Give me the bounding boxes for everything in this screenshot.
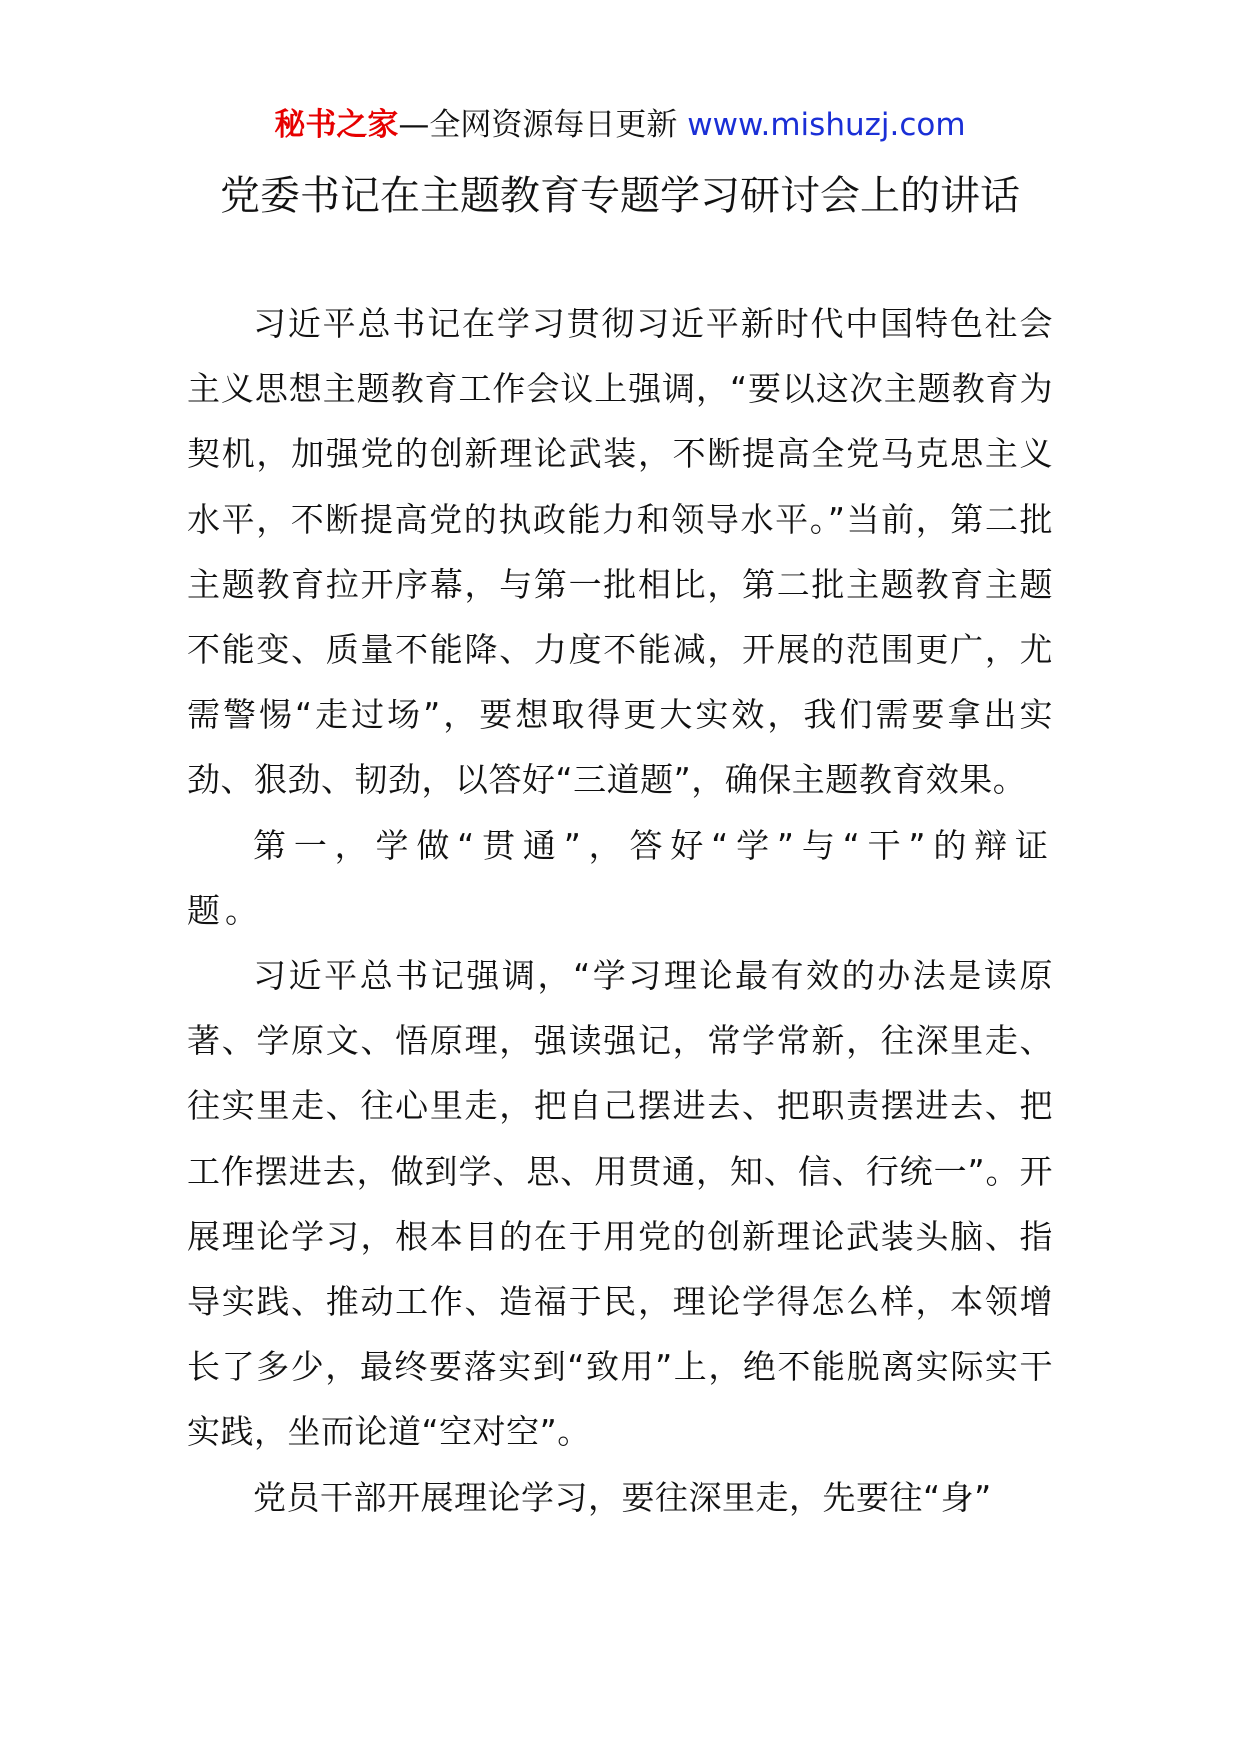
paragraph-quote: 习近平总书记强调，“学习理论最有效的办法是读原著、学原文、悟原理，强读强记，常学常新，往深里走、往实里走、往心里走，把自己摆进去、把职责摆进去、把工作摆进去，做到学、思、用贯通，知、信、行统一”。开展理论学习，根本目的在于用党的创新理论武装头脑、指导实践、推动工作、造福于民，理论学得怎么样，本领增长了多少，最终要落实到“致用”上，绝不能脱离实际实干实践，坐而论道“空对空”。 [187,956,1053,1452]
site-header [0,103,1240,147]
site-brand: 秘书之家 [274,107,399,143]
paragraph-intro: 习近平总书记在学习贯彻习近平新时代中国特色社会主义思想主题教育工作会议上强调，“要以这次主题教育为契机，加强党的创新理论武装，不断提高全党马克思主义水平，不断提高党的执政能力和领导水平。”当前，第二批主题教育拉开序幕，与第一批相比，第二批主题教育主题不能变、质量不能降、力度不能减，开展的范围更广，尤需警惕“走过场”，要想取得更大实效，我们需要拿出实劲、狠劲、韧劲，以答好“三道题”，确保主题教育效果。 [187,304,1053,800]
paragraph-continued: 党员干部开展理论学习，要往深里走，先要往“身” [253,1477,992,1517]
site-tagline: —全网资源每日更新 [398,107,688,143]
document-title: 党委书记在主题教育专题学习研讨会上的讲话 [220,173,1020,219]
section-heading-first: 第一，学做“贯通”，答好“学”与“干”的辩证题。 [187,825,1053,930]
document-body [187,291,1053,1530]
site-url-link[interactable]: www.mishuzj.com [687,107,966,143]
